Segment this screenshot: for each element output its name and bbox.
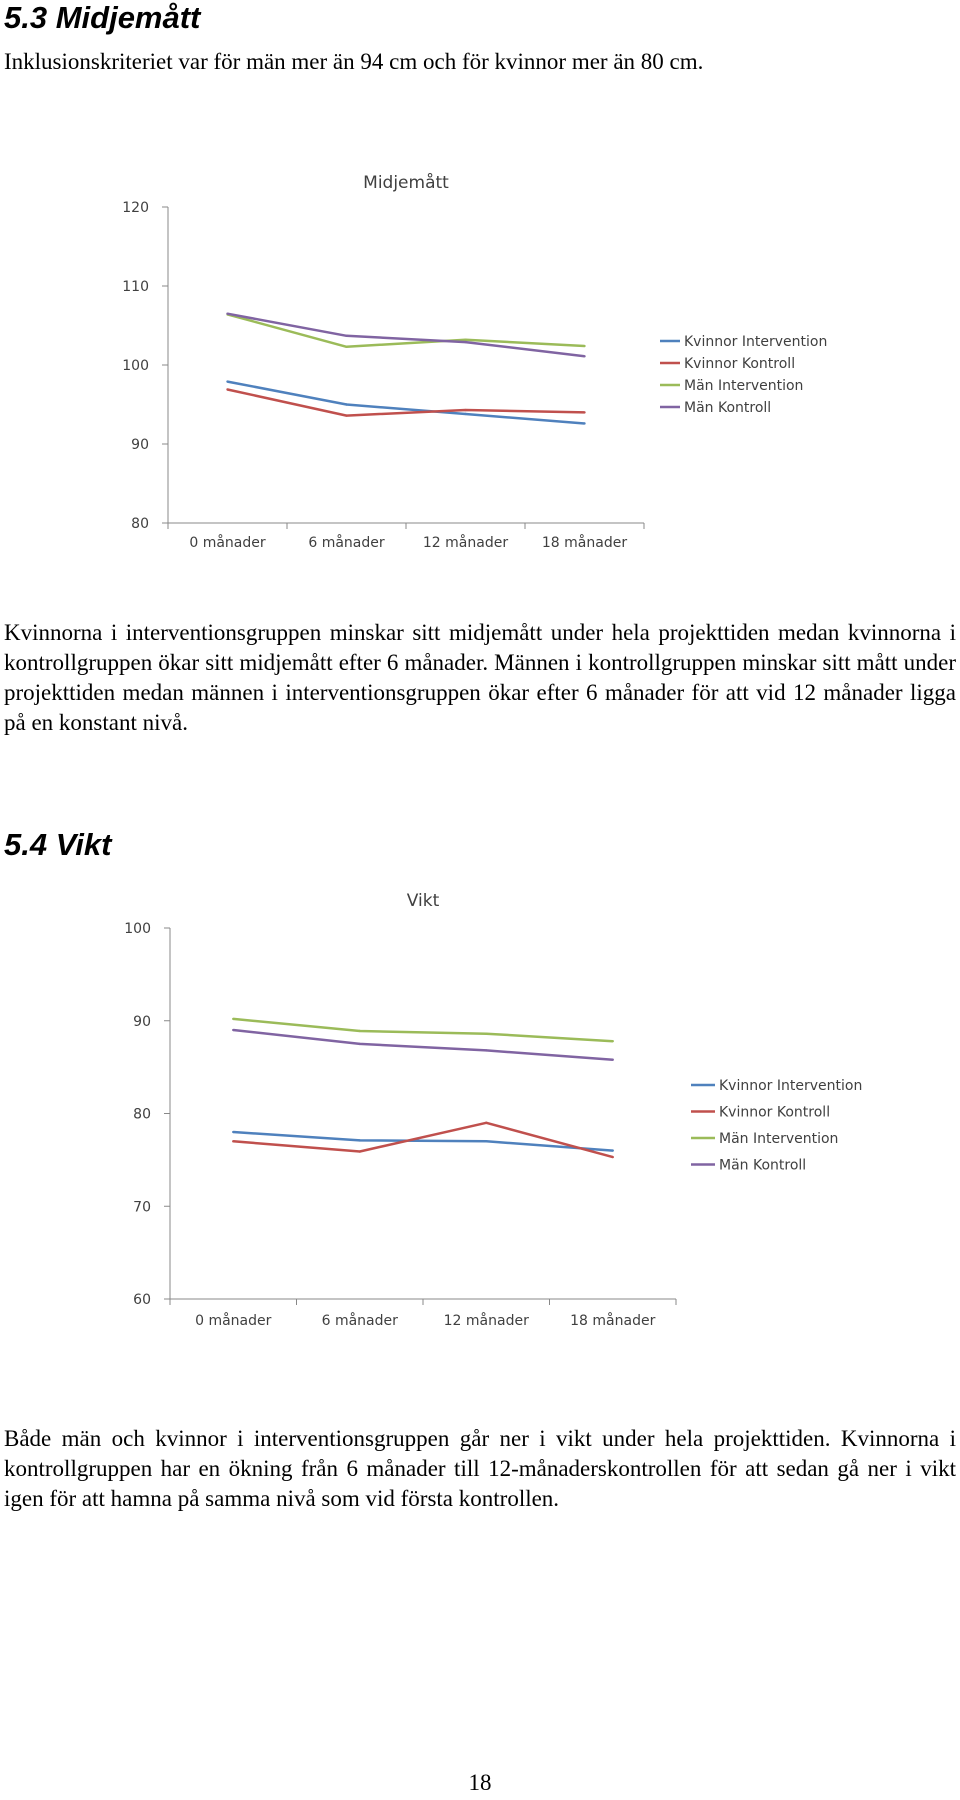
x-tick-label: 12 månader bbox=[422, 535, 509, 551]
data-point-man-kontroll bbox=[232, 1029, 234, 1031]
data-point-kvinnor-kontroll bbox=[583, 411, 585, 413]
data-point-kvinnor-kontroll bbox=[345, 414, 347, 416]
legend-label-kvinnor-intervention: Kvinnor Intervention bbox=[684, 334, 828, 350]
chart-title: Vikt bbox=[406, 891, 440, 911]
series-line-man-intervention bbox=[228, 314, 585, 346]
x-tick-label: 12 månader bbox=[443, 1313, 529, 1329]
chart-title: Midjemått bbox=[363, 173, 449, 193]
data-point-man-intervention bbox=[464, 339, 466, 341]
data-point-kvinnor-intervention bbox=[226, 380, 228, 382]
x-tick-label: 18 månader bbox=[541, 535, 628, 551]
x-tick-label: 0 månader bbox=[189, 535, 266, 551]
vikt-paragraph: Både män och kvinnor i interventionsgruppen går ner i vikt under hela projekttiden. Kvinnorna i kontrollgruppen har en ökning från 6 månader till 12-månaderskontrollen för att sedan gå ner i vikt igen för att hamna på samma nivå som vid första kontrollen. bbox=[4, 1426, 956, 1511]
data-point-man-kontroll bbox=[359, 1043, 361, 1045]
y-tick-label: 120 bbox=[122, 200, 149, 216]
intro-paragraph: Inklusionskriteriet var för män mer än 94 cm och för kvinnor mer än 80 cm. bbox=[4, 49, 704, 74]
data-point-kvinnor-intervention bbox=[345, 403, 347, 405]
data-point-man-intervention bbox=[359, 1030, 361, 1032]
data-point-kvinnor-intervention bbox=[485, 1140, 487, 1142]
data-point-kvinnor-intervention bbox=[232, 1131, 234, 1133]
data-point-kvinnor-intervention bbox=[583, 422, 585, 424]
legend-label-man-kontroll: Män Kontroll bbox=[684, 400, 772, 416]
midjematt-chart bbox=[0, 160, 960, 560]
data-point-kvinnor-intervention bbox=[612, 1149, 614, 1151]
data-point-man-kontroll bbox=[583, 355, 585, 357]
y-tick-label: 90 bbox=[133, 1013, 151, 1030]
x-tick-label: 0 månader bbox=[195, 1313, 272, 1329]
legend-label-kvinnor-kontroll: Kvinnor Kontroll bbox=[684, 356, 796, 372]
page-number: 18 bbox=[468, 1770, 492, 1795]
legend-label-kvinnor-intervention: Kvinnor Intervention bbox=[719, 1078, 863, 1094]
y-tick-label: 70 bbox=[133, 1199, 151, 1216]
series-line-kvinnor-kontroll bbox=[228, 390, 585, 416]
series-line-man-intervention bbox=[233, 1019, 613, 1041]
y-tick-label: 80 bbox=[131, 516, 149, 532]
data-point-man-intervention bbox=[612, 1040, 614, 1042]
y-tick-label: 80 bbox=[133, 1106, 151, 1123]
midjematt-paragraph: Kvinnorna i interventionsgruppen minskar sitt midjemått under hela projekttiden medan kvinnorna i kontrollgruppen ökar sitt midjemått efter 6 månader. Männen i kontrollgruppen minskar sitt mått under projekttiden medan männen i interventionsgruppen ökar efter 6 månader för att vid 12 månader ligga på en konstant nivå. bbox=[4, 620, 956, 735]
section-heading-vikt: 5.4 Vikt bbox=[4, 827, 112, 862]
series-line-man-kontroll bbox=[233, 1030, 613, 1060]
x-tick-label: 18 månader bbox=[570, 1313, 656, 1329]
data-point-man-intervention bbox=[345, 346, 347, 348]
series-line-kvinnor-intervention bbox=[228, 382, 585, 424]
legend-label-man-intervention: Män Intervention bbox=[684, 378, 804, 394]
data-point-kvinnor-intervention bbox=[359, 1139, 361, 1141]
data-point-man-kontroll bbox=[345, 335, 347, 337]
y-tick-label: 90 bbox=[131, 437, 149, 453]
y-tick-label: 100 bbox=[124, 921, 151, 937]
x-tick-label: 6 månader bbox=[308, 535, 385, 551]
data-point-kvinnor-kontroll bbox=[612, 1156, 614, 1158]
data-point-man-kontroll bbox=[226, 312, 228, 314]
series-line-man-kontroll bbox=[228, 314, 585, 357]
data-point-man-kontroll bbox=[612, 1059, 614, 1061]
data-point-kvinnor-kontroll bbox=[464, 409, 466, 411]
data-point-kvinnor-kontroll bbox=[232, 1140, 234, 1142]
y-tick-label: 100 bbox=[122, 358, 149, 374]
vikt-chart bbox=[0, 880, 960, 1340]
y-tick-label: 110 bbox=[122, 279, 149, 295]
data-point-kvinnor-kontroll bbox=[359, 1150, 361, 1152]
data-point-kvinnor-intervention bbox=[464, 413, 466, 415]
data-point-man-kontroll bbox=[485, 1049, 487, 1051]
legend-label-man-kontroll: Män Kontroll bbox=[719, 1157, 807, 1174]
data-point-man-intervention bbox=[232, 1018, 234, 1020]
x-tick-label: 6 månader bbox=[321, 1313, 398, 1329]
data-point-man-intervention bbox=[485, 1033, 487, 1035]
y-tick-label: 60 bbox=[133, 1292, 151, 1308]
data-point-kvinnor-kontroll bbox=[226, 388, 228, 390]
legend-label-man-intervention: Män Intervention bbox=[719, 1131, 839, 1147]
section-heading-midjematt: 5.3 Midjemått bbox=[4, 0, 201, 35]
data-point-man-intervention bbox=[583, 345, 585, 347]
legend-label-kvinnor-kontroll: Kvinnor Kontroll bbox=[719, 1104, 831, 1121]
data-point-kvinnor-kontroll bbox=[485, 1122, 487, 1124]
data-point-man-kontroll bbox=[464, 341, 466, 343]
